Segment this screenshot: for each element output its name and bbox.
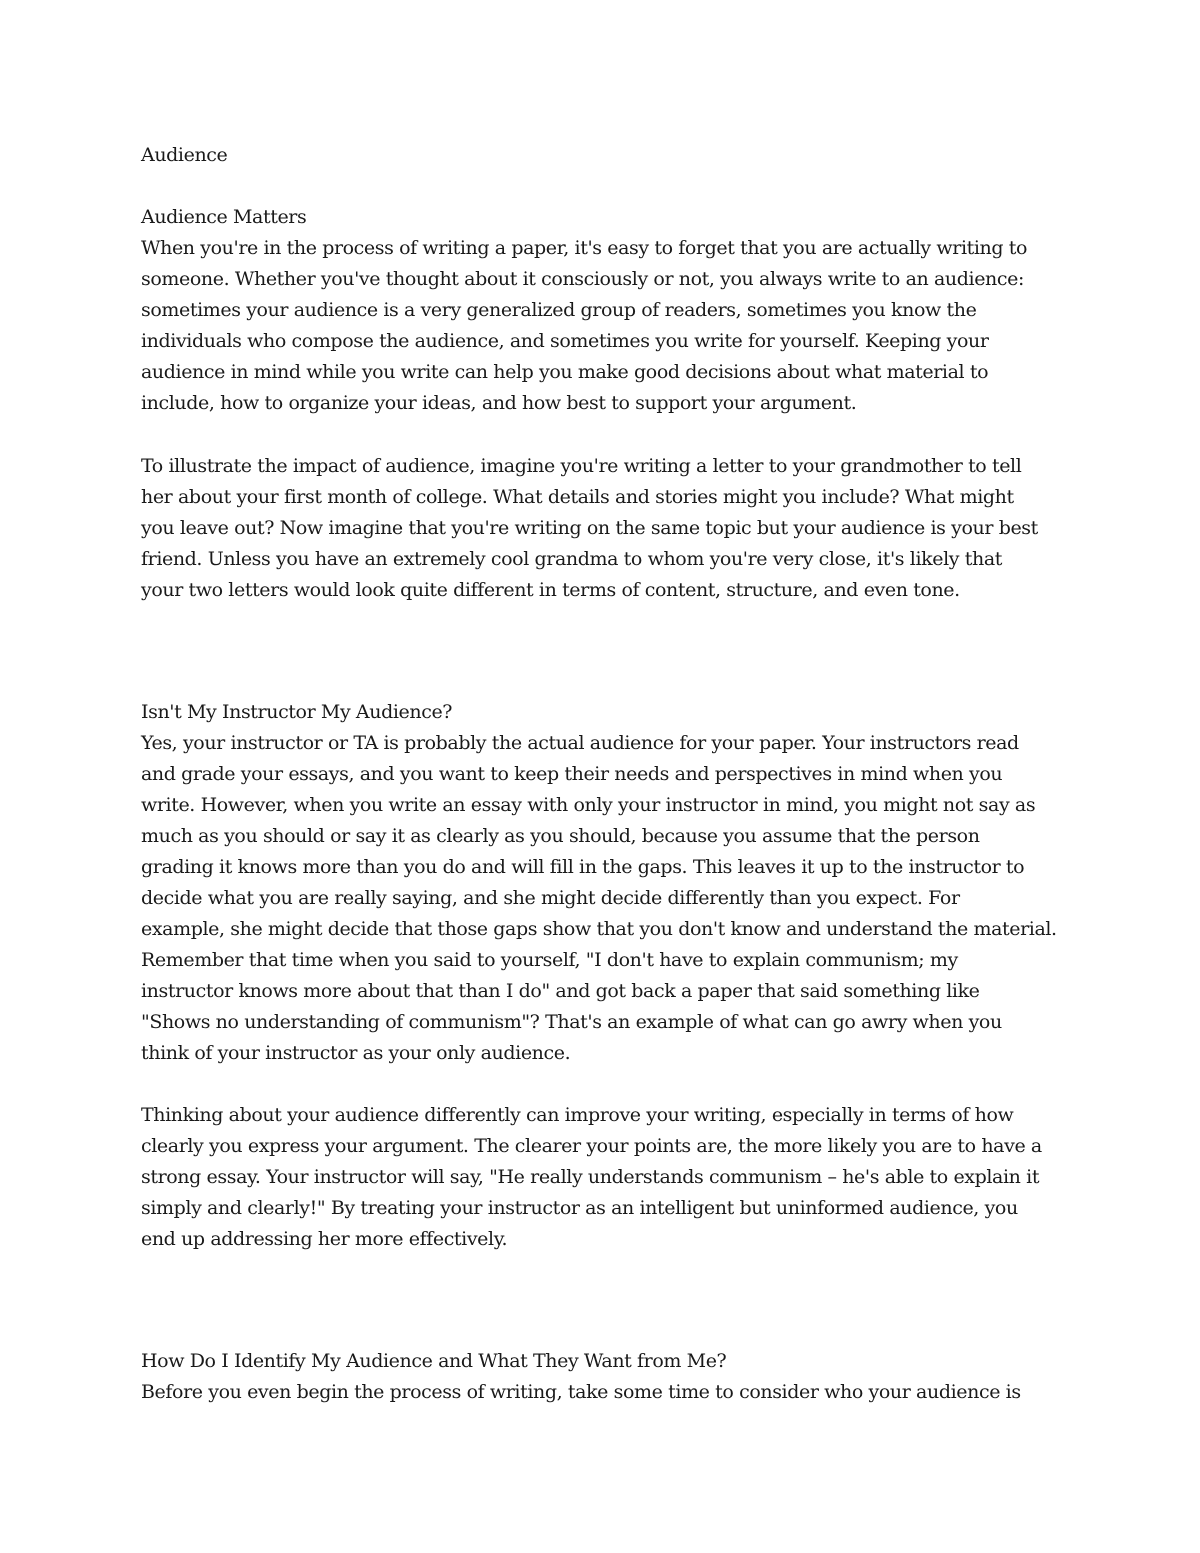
paragraph-line: strong essay. Your instructor will say, "He really understands communism – he's able to explain it [141,1166,1040,1188]
paragraph-line: individuals who compose the audience, and sometimes you write for yourself. Keeping your [141,330,989,352]
paragraph-line: end up addressing her more effectively. [141,1228,508,1250]
paragraph-line: Yes, your instructor or TA is probably the actual audience for your paper. Your instructors read [141,732,1019,754]
section-heading: How Do I Identify My Audience and What They Want from Me? [141,1350,727,1372]
section-heading: Isn't My Instructor My Audience? [141,701,453,723]
paragraph-thinking-differently [141,1100,1071,1255]
paragraph-line: "Shows no understanding of communism"? That's an example of what can go awry when you [141,1011,1002,1033]
paragraph-line: clearly you express your argument. The clearer your points are, the more likely you are to have a [141,1135,1042,1157]
section-instructor-audience [141,697,1071,1069]
paragraph-line: her about your first month of college. What details and stories might you include? What might [141,486,1014,508]
document-title: Audience [141,144,228,166]
paragraph-line: Remember that time when you said to yourself, "I don't have to explain communism; my [141,949,958,971]
paragraph-line: Before you even begin the process of writing, take some time to consider who your audience is [141,1381,1021,1403]
paragraph-line: instructor knows more about that than I do" and got back a paper that said something like [141,980,980,1002]
paragraph-line: grading it knows more than you do and will fill in the gaps. This leaves it up to the instructor to [141,856,1025,878]
document-title-block [141,140,1071,171]
section-identify-audience [141,1346,1071,1408]
paragraph-line: and grade your essays, and you want to keep their needs and perspectives in mind when you [141,763,1003,785]
paragraph-illustrate-impact [141,451,1071,606]
paragraph-line: think of your instructor as your only audience. [141,1042,571,1064]
paragraph-line: your two letters would look quite different in terms of content, structure, and even tone. [141,579,960,601]
paragraph-line: To illustrate the impact of audience, imagine you're writing a letter to your grandmother to tell [141,455,1022,477]
paragraph-line: audience in mind while you write can help you make good decisions about what material to [141,361,989,383]
paragraph-line: much as you should or say it as clearly as you should, because you assume that the person [141,825,980,847]
paragraph-line: simply and clearly!" By treating your instructor as an intelligent but uninformed audience, you [141,1197,1018,1219]
paragraph-line: example, she might decide that those gaps show that you don't know and understand the material. [141,918,1057,940]
paragraph-line: Thinking about your audience differently can improve your writing, especially in terms of how [141,1104,1014,1126]
paragraph-line: sometimes your audience is a very generalized group of readers, sometimes you know the [141,299,977,321]
section-audience-matters [141,202,1071,419]
paragraph-line: you leave out? Now imagine that you're writing on the same topic but your audience is your best [141,517,1038,539]
paragraph-line: friend. Unless you have an extremely cool grandma to whom you're very close, it's likely that [141,548,1002,570]
paragraph-line: write. However, when you write an essay with only your instructor in mind, you might not say as [141,794,1036,816]
paragraph-line: decide what you are really saying, and she might decide differently than you expect. For [141,887,960,909]
paragraph-line: include, how to organize your ideas, and how best to support your argument. [141,392,857,414]
section-heading: Audience Matters [141,206,307,228]
paragraph-line: someone. Whether you've thought about it consciously or not, you always write to an audience: [141,268,1024,290]
paragraph-line: When you're in the process of writing a paper, it's easy to forget that you are actually writing to [141,237,1028,259]
